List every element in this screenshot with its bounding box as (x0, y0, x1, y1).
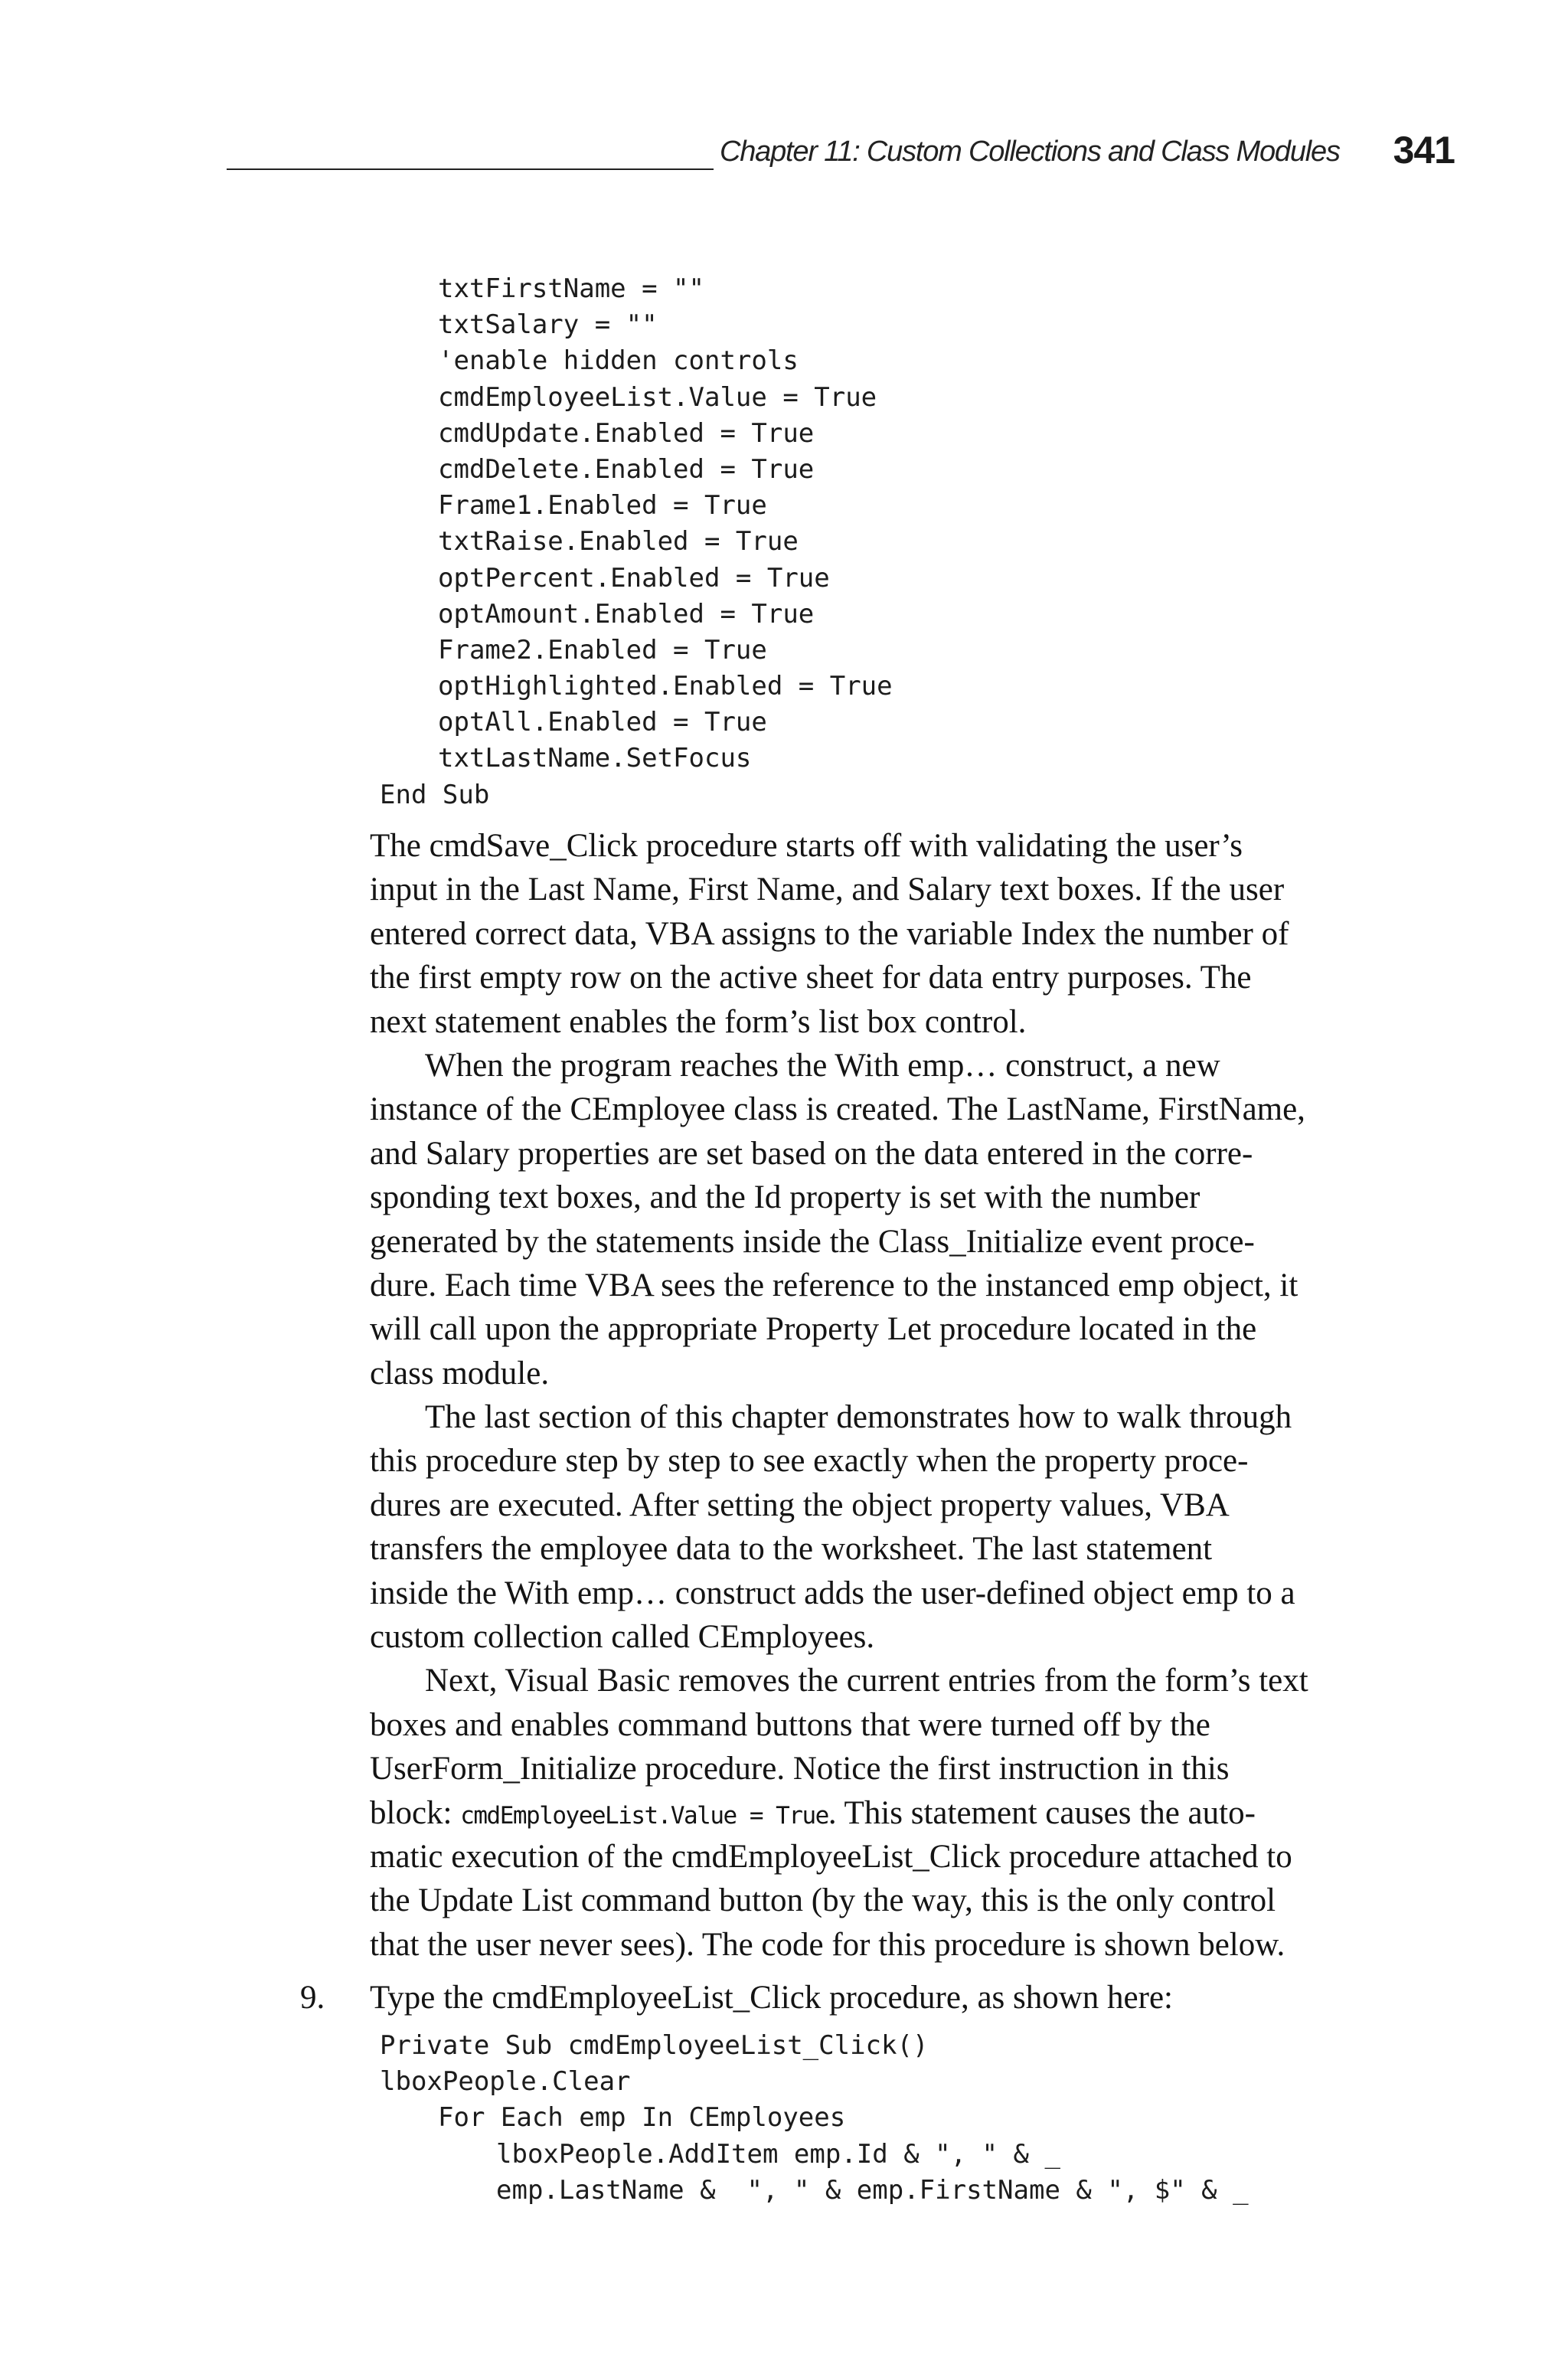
code-line: For Each emp In CEmployees (438, 2102, 846, 2134)
code-line: cmdDelete.Enabled = True (438, 453, 815, 485)
header-rule (227, 168, 714, 170)
text-line: The last section of this chapter demonstrates how to walk through (425, 1399, 1292, 1436)
text-line: next statement enables the form’s list box control. (370, 1003, 1027, 1040)
text-line: input in the Last Name, First Name, and Salary text boxes. If the user (370, 872, 1285, 908)
running-header (227, 129, 1455, 176)
code-line: optPercent.Enabled = True (438, 562, 830, 594)
code-line: Frame1.Enabled = True (438, 490, 767, 522)
paragraph-2 (370, 1044, 1457, 1395)
text-line: the Update List command button (by the way, this is the only control (370, 1882, 1276, 1919)
page-number: 341 (1393, 129, 1455, 172)
text-line: that the user never sees). The code for this procedure is shown below. (370, 1926, 1285, 1963)
text-line: boxes and enables command buttons that were turned off by the (370, 1706, 1210, 1743)
body-text (370, 824, 1457, 1967)
inline-prefix: block: (370, 1794, 461, 1831)
code-line: emp.LastName & ", " & emp.FirstName & ", $" & _ (496, 2174, 1249, 2206)
text-line: dures are executed. After setting the object property values, VBA (370, 1486, 1230, 1523)
text-line-with-code (370, 1791, 1457, 1835)
text-line: generated by the statements inside the Class_Initialize event proce- (370, 1223, 1255, 1260)
code-block-top (380, 271, 893, 813)
text-line: and Salary properties are set based on the data entered in the corre- (370, 1135, 1253, 1172)
code-line: End Sub (380, 779, 490, 810)
step-text: Type the cmdEmployeeList_Click procedure, as shown here: (370, 1980, 1173, 2016)
step-9 (300, 1976, 1449, 2020)
text-line: class module. (370, 1355, 550, 1392)
text-line: this procedure step by step to see exactly when the property proce- (370, 1443, 1249, 1480)
code-block-bottom (380, 2028, 1249, 2209)
text-line: custom collection called CEmployees. (370, 1619, 875, 1656)
code-line: Frame2.Enabled = True (438, 634, 767, 666)
code-line: lboxPeople.Clear (380, 2066, 631, 2098)
text-line: transfers the employee data to the worksheet. The last statement (370, 1531, 1213, 1568)
chapter-title: Chapter 11: Custom Collections and Class Modules (720, 136, 1340, 168)
text-line: dure. Each time VBA sees the reference to the instanced emp object, it (370, 1267, 1298, 1303)
code-line: txtLastName.SetFocus (438, 743, 752, 774)
paragraph-1 (370, 824, 1457, 1044)
paragraph-3 (370, 1395, 1457, 1659)
code-line: Private Sub cmdEmployeeList_Click() (380, 2030, 929, 2061)
code-line: optHighlighted.Enabled = True (438, 671, 893, 702)
text-line: inside the With emp… construct adds the user-defined object emp to a (370, 1575, 1295, 1611)
inline-suffix: . This statement causes the auto- (828, 1794, 1256, 1831)
text-line: will call upon the appropriate Property Let procedure located in the (370, 1311, 1257, 1348)
text-line: UserForm_Initialize procedure. Notice the first instruction in this (370, 1751, 1230, 1787)
text-line: matic execution of the cmdEmployeeList_Click procedure attached to (370, 1838, 1292, 1875)
text-line: The cmdSave_Click procedure starts off with validating the user’s (370, 828, 1243, 864)
inline-code: cmdEmployeeList.Value = True (460, 1801, 828, 1830)
text-line: entered correct data, VBA assigns to the variable Index the number of (370, 915, 1289, 952)
text-line: sponding text boxes, and the Id property is set with the number (370, 1179, 1200, 1216)
paragraph-4 (370, 1659, 1457, 1967)
code-line: 'enable hidden controls (438, 345, 799, 377)
code-line: optAmount.Enabled = True (438, 598, 815, 630)
code-line: txtFirstName = "" (438, 273, 704, 304)
code-line: cmdEmployeeList.Value = True (438, 381, 877, 413)
code-line: cmdUpdate.Enabled = True (438, 417, 815, 449)
code-line: optAll.Enabled = True (438, 707, 767, 738)
text-line: instance of the CEmployee class is created. The LastName, FirstName, (370, 1091, 1305, 1128)
code-line: txtRaise.Enabled = True (438, 526, 799, 558)
step-number: 9. (300, 1980, 325, 2016)
text-line: Next, Visual Basic removes the current entries from the form’s text (425, 1663, 1308, 1699)
code-line: txtSalary = "" (438, 309, 658, 341)
text-line: the first empty row on the active sheet for data entry purposes. The (370, 960, 1252, 996)
code-line: lboxPeople.AddItem emp.Id & ", " & _ (496, 2138, 1060, 2170)
text-line: When the program reaches the With emp… construct, a new (425, 1047, 1220, 1084)
